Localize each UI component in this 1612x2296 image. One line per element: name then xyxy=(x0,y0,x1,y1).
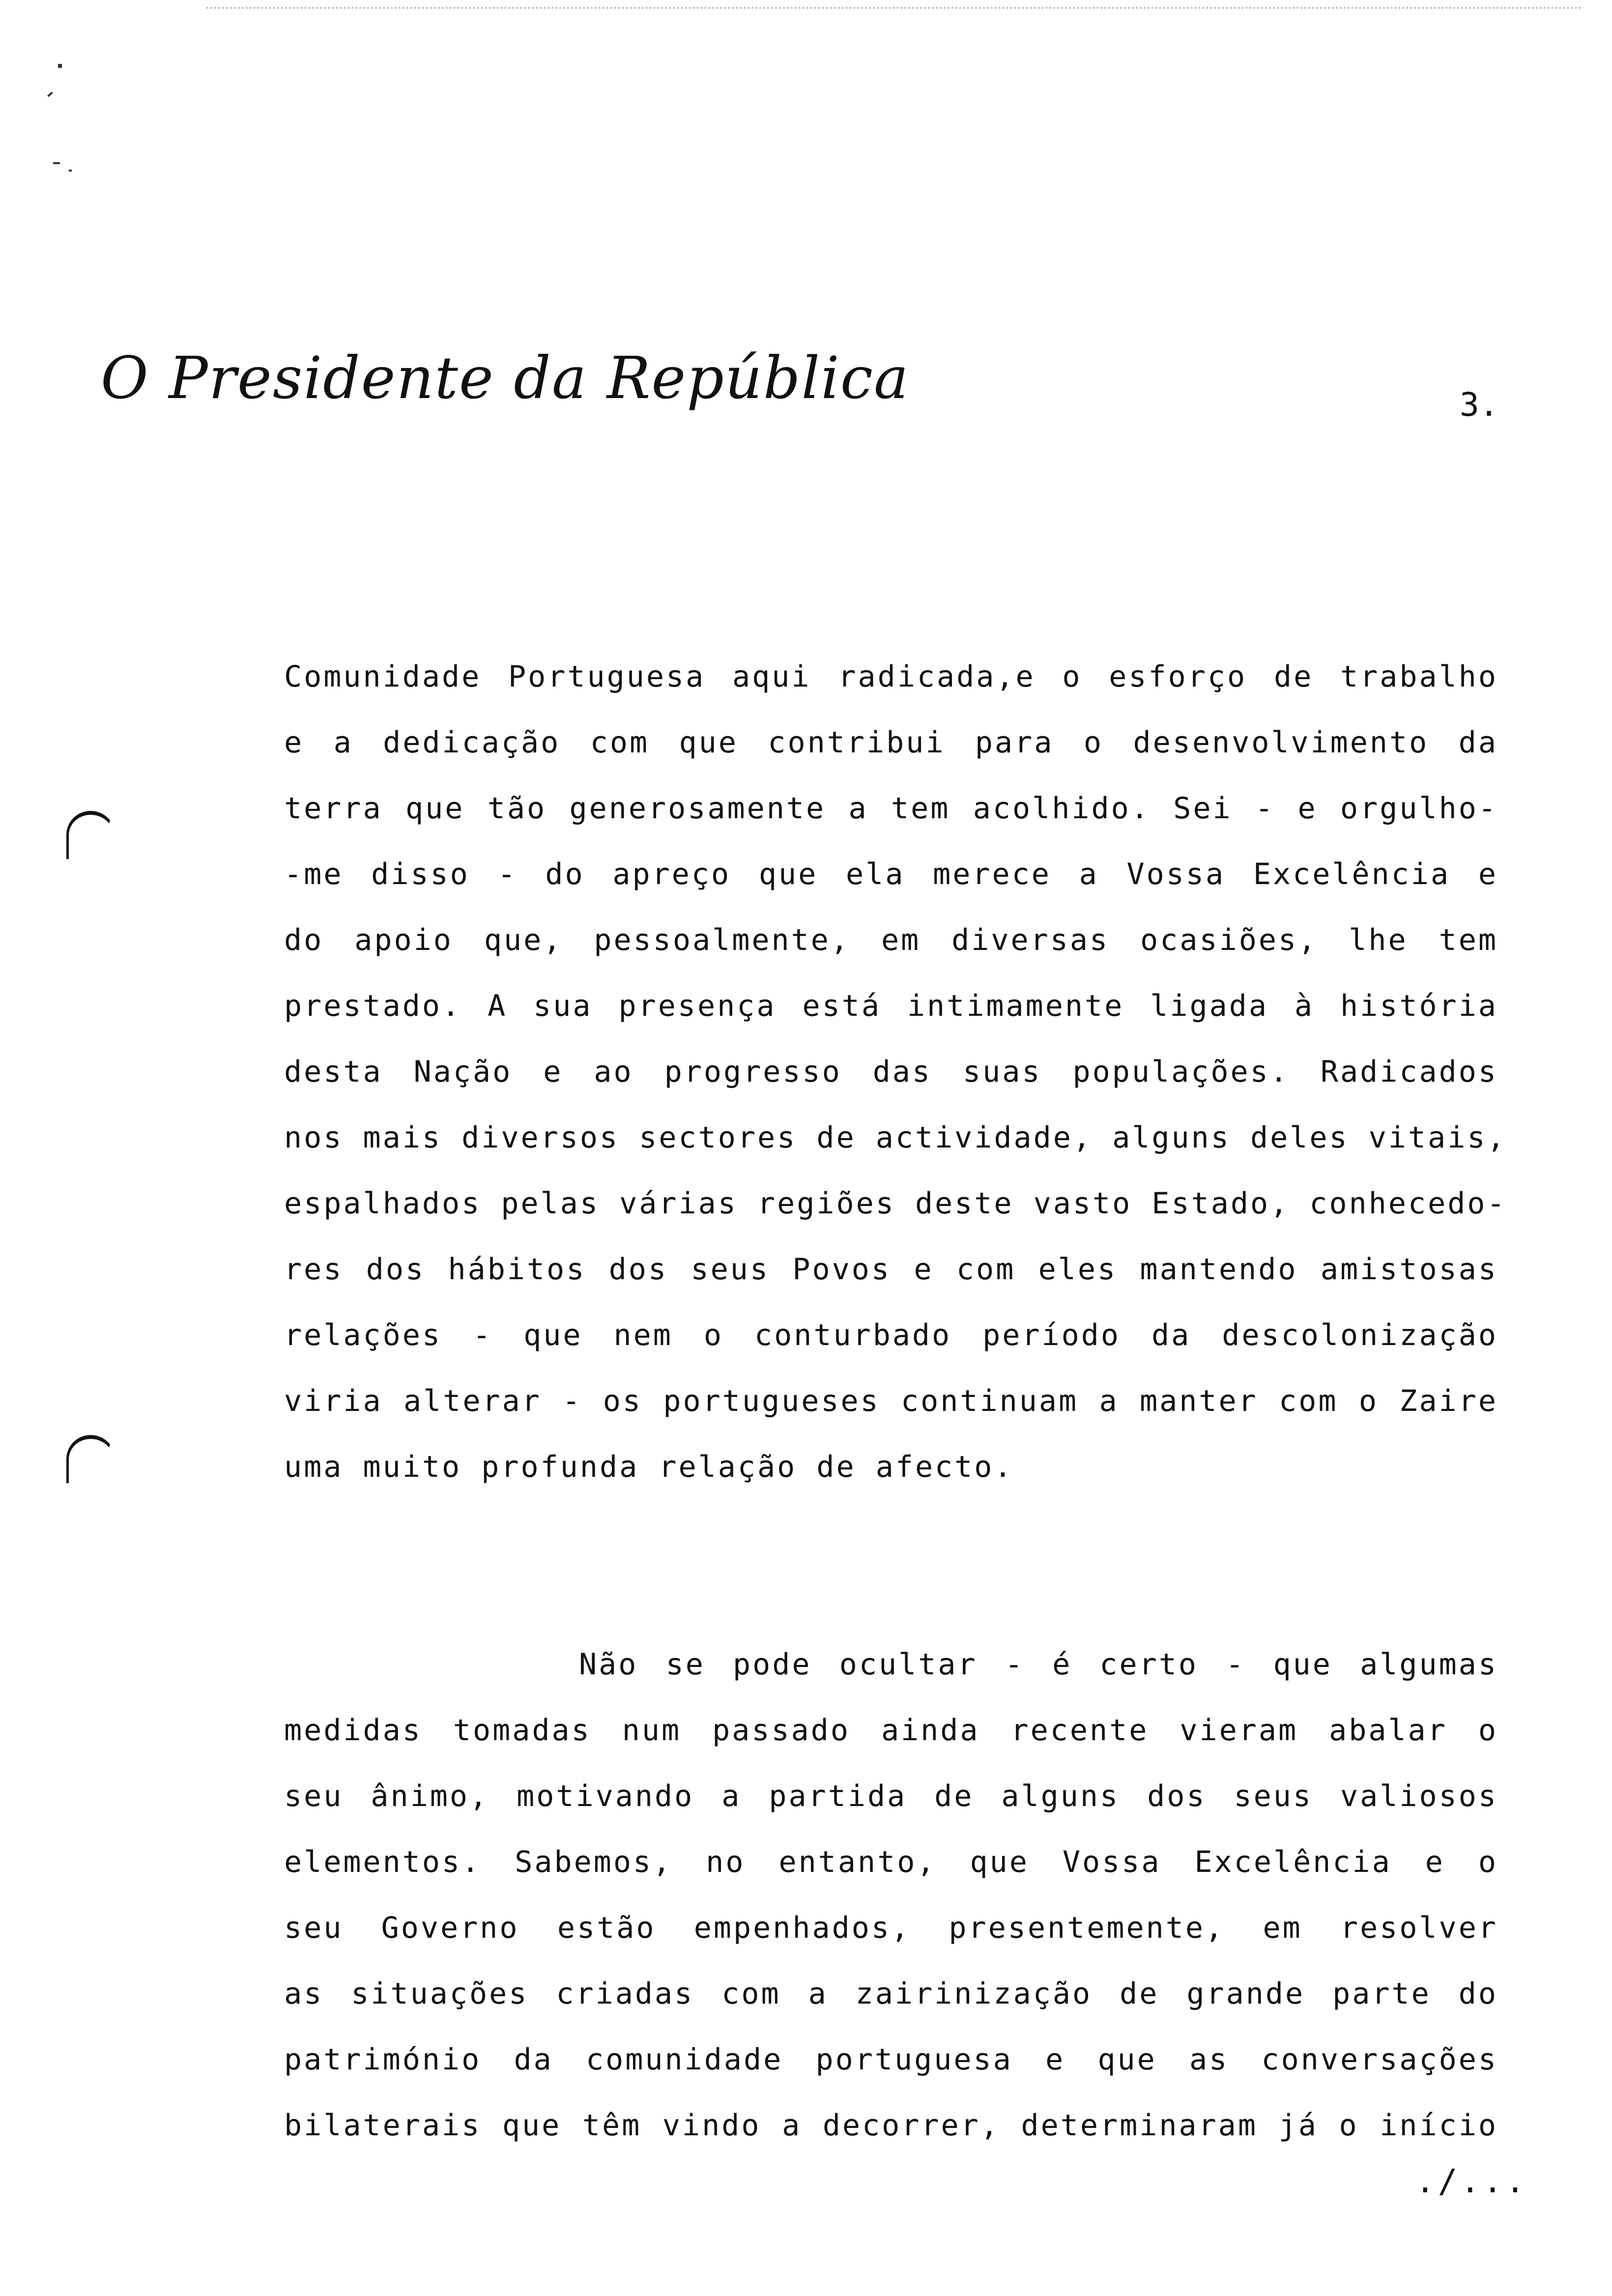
text-line: bilaterais que têm vindo a decorrer, determinaram já o início xyxy=(284,2108,1498,2143)
binder-hole-mark xyxy=(66,811,115,859)
text-line: e a dedicação com que contribui para o desenvolvimento da xyxy=(284,725,1498,760)
text-line: viria alterar - os portugueses continuam a manter com o Zaire xyxy=(284,1384,1498,1418)
text-line: -me disso - do apreço que ela merece a Vossa Excelência e xyxy=(284,857,1498,891)
text-line: nos mais diversos sectores de actividade, alguns deles vitais, xyxy=(284,1120,1507,1155)
text-line: do apoio que, pessoalmente, em diversas ocasiões, lhe tem xyxy=(284,923,1498,957)
continuation-mark: ./... xyxy=(1415,2162,1528,2200)
text-line: património da comunidade portuguesa e que as conversações xyxy=(284,2042,1498,2077)
text-line: medidas tomadas num passado ainda recente vieram abalar o xyxy=(284,1713,1498,1748)
text-line: elementos. Sabemos, no entanto, que Vossa Excelência e o xyxy=(284,1845,1498,1879)
binder-hole-mark xyxy=(66,1435,115,1483)
paragraph xyxy=(284,644,1523,1500)
text-line: desta Nação e ao progresso das suas populações. Radicados xyxy=(284,1055,1498,1089)
scan-speck xyxy=(58,64,62,68)
letter-body xyxy=(284,644,1523,2158)
paragraph-spacer xyxy=(284,1500,1523,1566)
text-line: Comunidade Portuguesa aqui radicada,e o esforço de trabalho xyxy=(284,660,1498,694)
scan-top-edge xyxy=(206,0,1583,9)
scan-speck xyxy=(47,92,53,97)
text-line: seu ânimo, motivando a partida de alguns dos seus valiosos xyxy=(284,1779,1498,1813)
text-line: Não se pode ocultar - é certo - que algumas xyxy=(579,1647,1498,1682)
text-line: seu Governo estão empenhados, presentemente, em resolver xyxy=(284,1911,1498,1945)
paragraph-spacer xyxy=(284,1566,1523,1632)
text-line: res dos hábitos dos seus Povos e com eles mantendo amistosas xyxy=(284,1252,1498,1287)
text-line: prestado. A sua presença está intimamente ligada à história xyxy=(284,989,1498,1023)
text-line: terra que tão generosamente a tem acolhido. Sei - e orgulho- xyxy=(284,791,1498,826)
text-line: relações - que nem o conturbado período da descolonização xyxy=(284,1318,1498,1352)
page-number: 3. xyxy=(1460,386,1499,424)
letterhead-title: O Presidente da República xyxy=(101,344,910,412)
scan-speck xyxy=(69,170,72,172)
text-line: as situações criadas com a zairinização de grande parte do xyxy=(284,1977,1498,2011)
text-line: uma muito profunda relação de afecto. xyxy=(284,1450,1014,1484)
text-line: espalhados pelas várias regiões deste vasto Estado, conhecedo- xyxy=(284,1186,1507,1221)
scan-speck xyxy=(53,162,60,164)
paragraph xyxy=(284,1632,1523,2158)
